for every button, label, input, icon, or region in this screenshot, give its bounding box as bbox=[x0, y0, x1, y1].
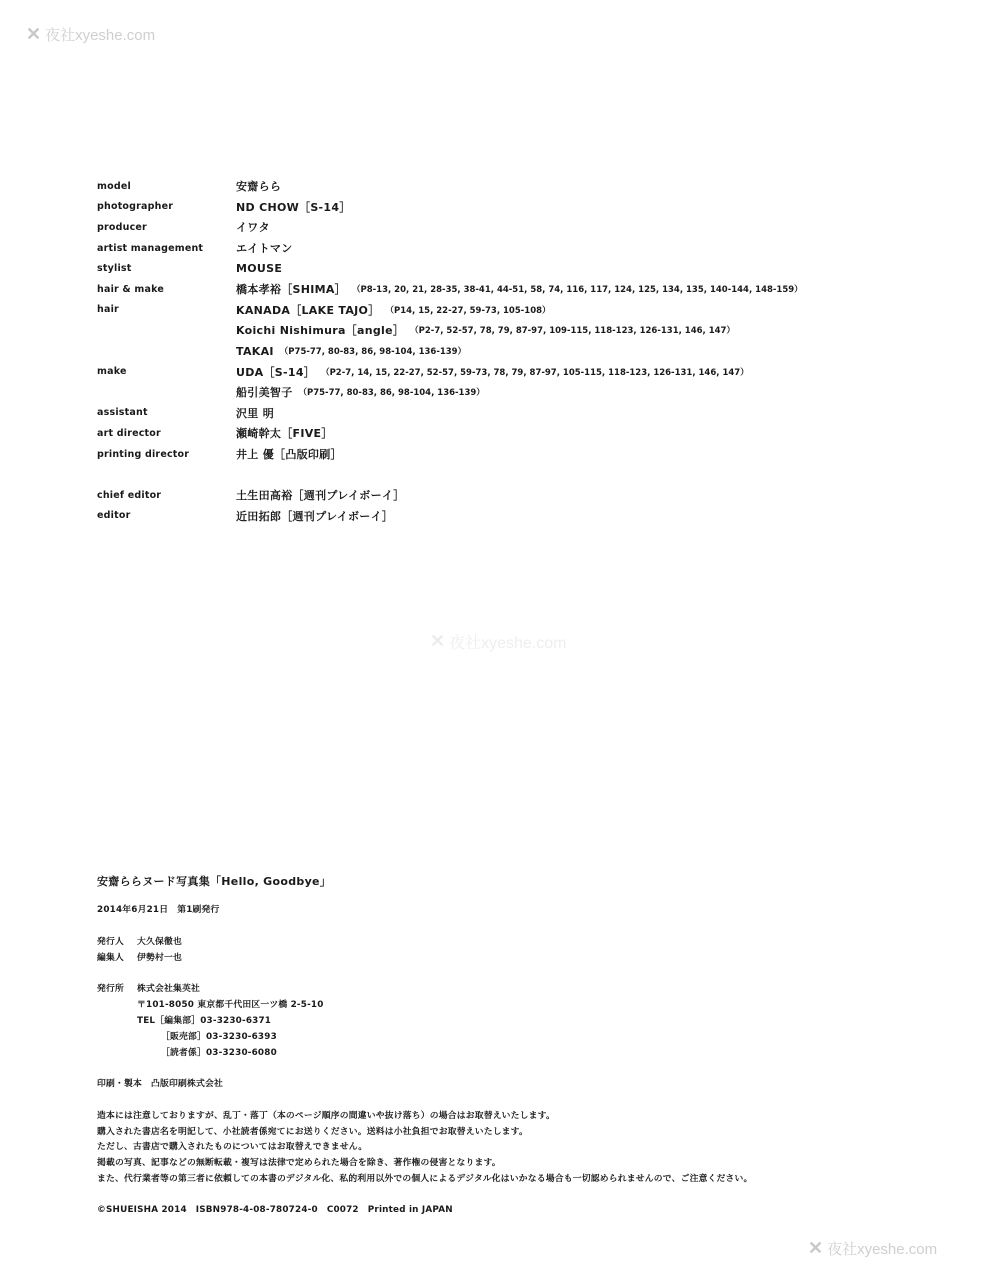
notice-line: また、代行業者等の第三者に依頼しての本書のデジタル化、私的利用以外での個人によるデジタル化はいかなる場合も一切認められませんので、ご注意ください。 bbox=[97, 1173, 753, 1184]
credit-role: stylist bbox=[97, 263, 132, 275]
credit-name: Koichi Nishimura［angle］ bbox=[236, 324, 405, 338]
issuer-label: 発行所 bbox=[97, 984, 124, 995]
copyright-block bbox=[97, 1203, 957, 1219]
printer-block bbox=[97, 1077, 957, 1093]
issuer-line bbox=[97, 982, 957, 998]
credit-pages: （P8-13, 20, 21, 28-35, 38-41, 44-51, 58, 74, 116, 117, 124, 125, 134, 135, 140-144, 148-159） bbox=[351, 285, 803, 296]
credits-list bbox=[97, 176, 957, 526]
credit-role: hair & make bbox=[97, 283, 165, 295]
credit-role: assistant bbox=[97, 407, 148, 419]
credit-name: TAKAI bbox=[236, 344, 274, 358]
credit-row bbox=[97, 300, 957, 321]
issuer-block bbox=[97, 982, 957, 1061]
publisher-line bbox=[97, 935, 957, 951]
credit-pages: （P14, 15, 22-27, 59-73, 105-108） bbox=[385, 305, 551, 316]
editor-row bbox=[97, 485, 957, 506]
credit-name: UDA［S-14］ bbox=[236, 365, 316, 379]
editor-role: chief editor bbox=[97, 489, 162, 501]
credit-name: KANADA［LAKE TAJO］ bbox=[236, 303, 380, 317]
credit-row bbox=[97, 217, 957, 238]
credit-row bbox=[97, 176, 957, 197]
publisher-name: 大久保徹也 bbox=[137, 936, 182, 947]
credit-name: 船引美智子 bbox=[236, 386, 293, 400]
tel-editorial: TEL［編集部］03-3230-6371 bbox=[137, 1015, 272, 1026]
watermark-text: 夜社xyeshe.com bbox=[45, 27, 156, 44]
credit-role: photographer bbox=[97, 201, 174, 213]
editor-label: 編集人 bbox=[97, 952, 124, 963]
credit-role: make bbox=[97, 366, 127, 378]
credit-row bbox=[97, 382, 957, 403]
credit-row bbox=[97, 361, 957, 382]
credit-name: 安齋らら bbox=[236, 180, 282, 194]
watermark-center bbox=[430, 630, 566, 653]
tel-sales: ［販売部］03-3230-6393 bbox=[161, 1031, 277, 1042]
credit-row bbox=[97, 238, 957, 259]
credit-row bbox=[97, 403, 957, 424]
credit-row bbox=[97, 279, 957, 300]
notice-block bbox=[97, 1109, 957, 1187]
watermark-top-left bbox=[26, 24, 155, 45]
issuer-address: 〒101-8050 東京都千代田区一ツ橋 2-5-10 bbox=[137, 1000, 324, 1011]
x-logo-icon: ✕ bbox=[430, 631, 446, 651]
editor-line bbox=[97, 951, 957, 967]
notice-line: 造本には注意しておりますが、乱丁・落丁（本のページ順序の間違いや抜け落ち）の場合はお取替えいたします。 bbox=[97, 1111, 555, 1122]
publish-date: 2014年6月21日 第1刷発行 bbox=[97, 905, 220, 915]
credit-pages: （P2-7, 52-57, 78, 79, 87-97, 109-115, 118-123, 126-131, 146, 147） bbox=[410, 326, 735, 337]
people-block bbox=[97, 935, 957, 967]
credit-role: model bbox=[97, 180, 131, 192]
printer-line: 印刷・製本 凸版印刷株式会社 bbox=[97, 1079, 223, 1090]
watermark-bottom-right bbox=[808, 1238, 937, 1259]
credit-role: hair bbox=[97, 304, 119, 316]
watermark-text: 夜社xyeshe.com bbox=[827, 1241, 938, 1258]
tel-readers: ［読者係］03-3230-6080 bbox=[161, 1047, 277, 1058]
editor-name: 近田拓郎［週刊プレイボーイ］ bbox=[236, 509, 394, 523]
credit-name: イワタ bbox=[236, 221, 270, 235]
credit-row bbox=[97, 444, 957, 465]
credit-name: 沢里 明 bbox=[236, 406, 275, 420]
notice-line: ただし、古書店で購入されたものについてはお取替えできません。 bbox=[97, 1142, 368, 1153]
publisher-label: 発行人 bbox=[97, 936, 124, 947]
credit-role: artist management bbox=[97, 242, 204, 254]
editor-name: 伊勢村一也 bbox=[137, 952, 182, 963]
credit-row bbox=[97, 320, 957, 341]
credit-pages: （P2-7, 14, 15, 22-27, 52-57, 59-73, 78, 79, 87-97, 105-115, 118-123, 126-131, 146, 147） bbox=[321, 367, 749, 378]
credit-role: producer bbox=[97, 221, 147, 233]
credit-role: printing director bbox=[97, 448, 190, 460]
credit-name: エイトマン bbox=[236, 242, 293, 256]
credit-name: 橋本孝裕［SHIMA］ bbox=[236, 283, 346, 297]
credit-name: MOUSE bbox=[236, 262, 283, 276]
credit-role: art director bbox=[97, 427, 161, 439]
credit-row bbox=[97, 258, 957, 279]
credit-pages: （P75-77, 80-83, 86, 98-104, 136-139） bbox=[279, 347, 467, 358]
watermark-text: 夜社xyeshe.com bbox=[449, 635, 567, 652]
credit-row bbox=[97, 197, 957, 218]
issuer-name: 株式会社集英社 bbox=[137, 984, 200, 995]
editor-role: editor bbox=[97, 510, 131, 522]
x-logo-icon: ✕ bbox=[26, 24, 42, 44]
credit-pages: （P75-77, 80-83, 86, 98-104, 136-139） bbox=[298, 388, 485, 399]
editor-name: 土生田高裕［週刊プレイボーイ］ bbox=[236, 489, 405, 503]
colophon bbox=[97, 873, 957, 1219]
credit-name: 瀬崎幹太［FIVE］ bbox=[236, 427, 333, 441]
credit-row bbox=[97, 341, 957, 362]
copyright-line: ©SHUEISHA 2014 ISBN978-4-08-780724-0 C0072 Printed in JAPAN bbox=[97, 1205, 453, 1216]
credit-row bbox=[97, 423, 957, 444]
notice-line: 購入された書店名を明記して、小社読者係宛てにお送りください。送料は小社負担でお取替えいたします。 bbox=[97, 1126, 528, 1137]
notice-line: 掲載の写真、記事などの無断転載・複写は法律で定められた場合を除き、著作権の侵害となります。 bbox=[97, 1157, 501, 1168]
credit-name: 井上 優［凸版印刷］ bbox=[236, 448, 342, 462]
x-logo-icon: ✕ bbox=[808, 1238, 824, 1258]
credit-name: ND CHOW［S-14］ bbox=[236, 200, 351, 214]
editor-row bbox=[97, 506, 957, 527]
book-title: 安齋ららヌード写真集「Hello, Goodbye」 bbox=[97, 875, 332, 888]
